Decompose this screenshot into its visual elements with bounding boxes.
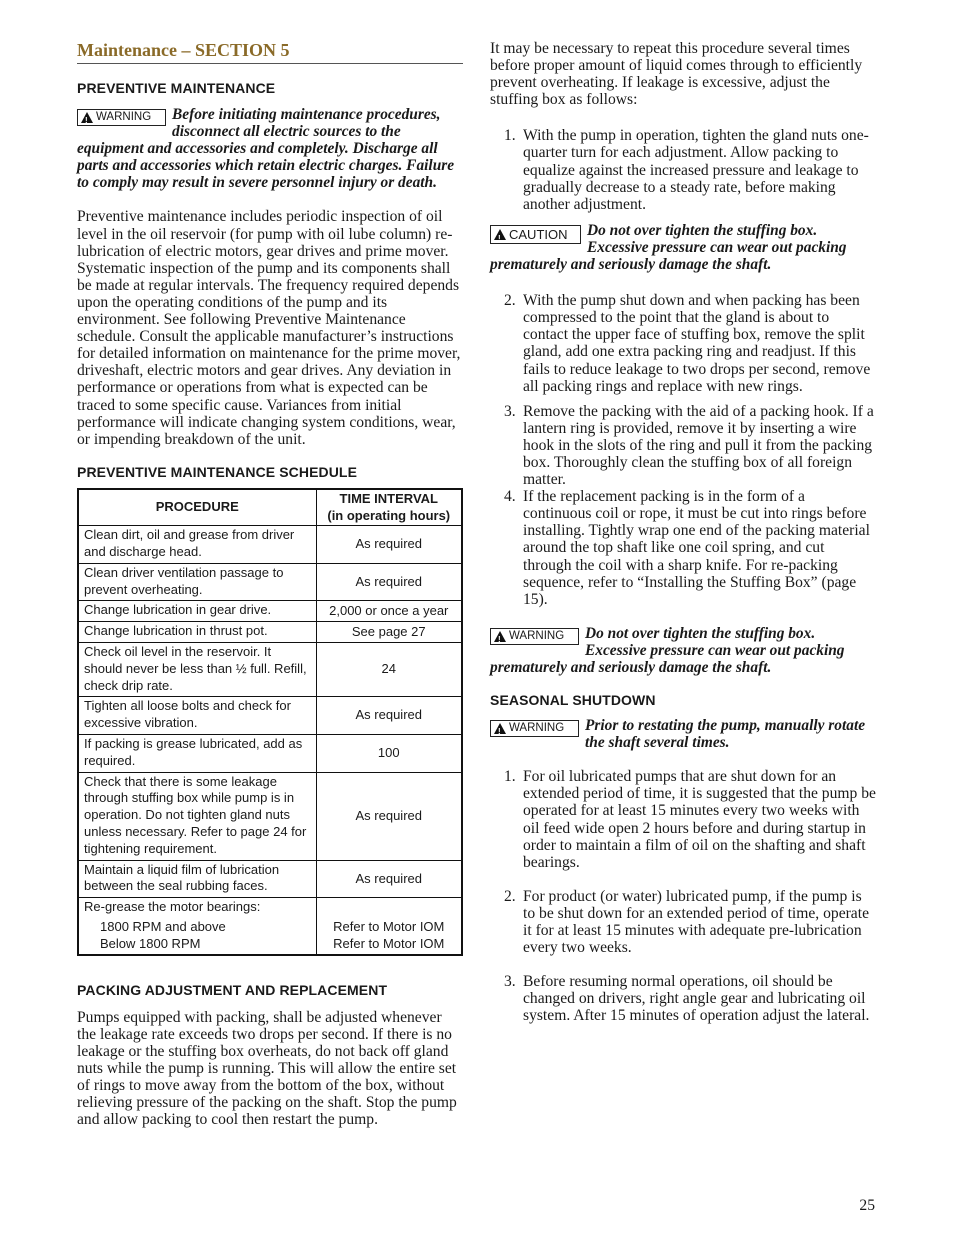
procedure-cell: Change lubrication in thrust pot.: [78, 622, 316, 643]
step-number: 2.: [504, 292, 516, 310]
packing-heading: PACKING ADJUSTMENT AND REPLACEMENT: [77, 981, 388, 998]
interval-cell: As required: [316, 526, 462, 564]
interval-cell: 2,000 or once a year: [316, 601, 462, 622]
motor-interval1: Refer to Motor IOM: [333, 919, 445, 935]
interval-cell: As required: [316, 563, 462, 601]
caution-triangle-icon: [494, 229, 506, 240]
procedure-cell: Clean driver ventilation passage to prevent overheating.: [78, 563, 316, 601]
motor-row-label: Re-grease the motor bearings:: [84, 899, 261, 915]
right-column: [490, 40, 876, 1025]
interval-cell: [316, 898, 462, 955]
table-row: [78, 563, 462, 601]
table-row: [78, 601, 462, 622]
step-text: For product (or water) lubricated pump, if the pump is to be shut down for an extended period of time, operate it for at least 15 minutes with adequate pre-lubrication every two weeks.: [523, 887, 869, 957]
warning-badge: [490, 628, 579, 645]
procedure-cell: If packing is grease lubricated, add as required.: [78, 735, 316, 773]
procedure-cell: Clean dirt, oil and grease from driver and discharge head.: [78, 526, 316, 564]
step-number: 4.: [504, 488, 516, 506]
interval-header-line2: (in operating hours): [327, 507, 451, 523]
procedure-cell: Maintain a liquid film of lubrication between the seal rubbing faces.: [78, 860, 316, 898]
warning-notice-restart: [490, 717, 876, 751]
warning-text: Do not over tighten the stuffing box. Excessive pressure can wear out packing prematurely and seriously damage the shaft.: [490, 624, 845, 676]
adjust-steps-list-b: [490, 292, 876, 608]
left-column: [77, 40, 463, 1128]
motor-row-sub2: Below 1800 RPM: [100, 935, 201, 951]
caution-text: Do not over tighten the stuffing box. Excessive pressure can wear out packing prematurely and seriously damage the shaft.: [490, 221, 847, 274]
seasonal-steps-list: [490, 768, 876, 1024]
warning-badge-label: WARNING: [96, 111, 152, 123]
preventive-maintenance-heading: PREVENTIVE MAINTENANCE: [77, 80, 276, 96]
column-header-procedure: PROCEDURE: [78, 489, 316, 526]
warning-badge-label: WARNING: [509, 722, 565, 735]
table-row: [78, 526, 462, 564]
section-title: Maintenance – SECTION 5: [77, 40, 463, 64]
warning-triangle-icon: [494, 631, 506, 642]
caution-badge: [490, 225, 581, 244]
interval-cell: 100: [316, 735, 462, 773]
caution-notice: [490, 222, 876, 273]
interval-cell: As required: [316, 860, 462, 898]
step-text: If the replacement packing is in the form of a continuous coil or rope, it must be cut into rings before installing. Tightly wrap one end of the packing material around the top shaft like one coil spring, and cut through the coil with a sharp knife. For re-packing sequence, refer to “Installing the Stuffing Box” (page 15).: [523, 488, 870, 608]
maintenance-schedule-table: [77, 488, 463, 956]
warning-triangle-icon: [494, 723, 506, 734]
warning-text: Prior to restating the pump, manually rotate the shaft several times.: [585, 717, 866, 752]
repeat-paragraph: It may be necessary to repeat this procedure several times before proper amount of liquid comes through to efficiently prevent overheating. If leakage is excessive, adjust the stuffing box as follows:: [490, 40, 863, 109]
warning-badge-label: WARNING: [509, 629, 565, 642]
adjust-steps-list-a: [490, 127, 876, 212]
procedure-cell: Check oil level in the reservoir. It should never be less than ½ full. Refill, check drip rate.: [78, 643, 316, 697]
table-row-motor-bearings: [78, 898, 462, 955]
caution-badge-label: CAUTION: [509, 226, 568, 242]
intro-paragraph: Preventive maintenance includes periodic inspection of oil level in the oil reservoir (for pump with oil lube column) re-lubrication of electric motors, gear drives and prime mover. Systematic inspection of the pump and its components shall be made at regular intervals. The frequency required depends upon the operating conditions of the pump and its environment. See following Preventive Maintenance schedule. Consult the applicable manufacturer’s instructions for detailed information on maintenance for the prime mover, driveshaft, electric motors and gear drives. Any deviation in performance or operations from what is expected can be traced to some specific cause. Variances from initial performance will indicate changing system conditions, wear, or impending breakdown of the unit.: [77, 208, 461, 448]
column-header-interval: [316, 489, 462, 526]
warning-badge: [77, 109, 166, 126]
step-text: With the pump shut down and when packing has been compressed to the point that the gland is about to contact the upper face of stuffing box, remove the split gland, add one extra packing ring and readjust. If this fails to reduce leakage to two drops per second, remove all packing rings and replace with new rings.: [523, 292, 871, 395]
step-number: 3.: [504, 402, 516, 420]
step-number: 3.: [504, 973, 516, 991]
motor-interval2: Refer to Motor IOM: [333, 935, 445, 951]
list-item: [490, 768, 876, 871]
warning-notice-electric: [77, 106, 463, 191]
procedure-cell: Check that there is some leakage through stuffing box while pump is in operation. Do not tighten gland nuts unless necessary. Refer to page 24 for tightening requirement.: [78, 772, 316, 860]
table-row: [78, 643, 462, 697]
list-item: [490, 292, 876, 395]
interval-header-line1: TIME INTERVAL: [339, 490, 438, 506]
list-item: [490, 127, 876, 212]
step-text: For oil lubricated pumps that are shut down for an extended period of time, it is suggested that the pump be operated for at least 15 minutes every two weeks with oil feed wide open 2 hours before and during startup in order to maintain a film of oil on the shafting and shaft bearings.: [523, 768, 876, 871]
table-header-row: [78, 489, 462, 526]
step-text: With the pump in operation, tighten the gland nuts one-quarter turn for each adjustment. Allow packing to equalize against the increased pressure and leakage to gradually decrease to a steady rate, before making another adjustment.: [523, 127, 869, 213]
procedure-cell: Change lubrication in gear drive.: [78, 601, 316, 622]
packing-paragraph: Pumps equipped with packing, shall be adjusted whenever the leakage rate exceeds two drops per second. If there is no leakage or the stuffing box overheats, do not back off gland nuts while the pump is running. This will allow the entire set of rings to move away from the bottom of the box, without relieving pressure of the packing on the shaft. Stop the pump and allow packing to cool then restart the pump.: [77, 1008, 457, 1129]
schedule-heading: PREVENTIVE MAINTENANCE SCHEDULE: [77, 463, 358, 480]
table-row: [78, 735, 462, 773]
warning-badge: [490, 720, 579, 737]
list-item: [490, 403, 876, 488]
motor-row-sub1: 1800 RPM and above: [100, 919, 226, 935]
list-item: [490, 888, 876, 956]
step-text: Remove the packing with the aid of a packing hook. If a lantern ring is provided, remove it by inserting a wire hook in the slots of the ring and pull it from the packing box. Thoroughly clean the stuffing box of all foreign matter.: [523, 402, 874, 489]
interval-cell: As required: [316, 772, 462, 860]
step-number: 1.: [504, 127, 516, 145]
interval-cell: See page 27: [316, 622, 462, 643]
table-row: [78, 772, 462, 860]
table-row: [78, 860, 462, 898]
warning-notice-stuffing-box: [490, 625, 876, 676]
interval-cell: As required: [316, 697, 462, 735]
list-item: [490, 973, 876, 1024]
warning-triangle-icon: [81, 112, 93, 123]
step-number: 1.: [504, 768, 516, 786]
interval-cell: 24: [316, 643, 462, 697]
step-text: Before resuming normal operations, oil should be changed on drivers, right angle gear and lubricating oil system. After 15 minutes of operation adjust the lateral.: [523, 973, 870, 1025]
procedure-cell: Tighten all loose bolts and check for excessive vibration.: [78, 697, 316, 735]
list-item: [490, 488, 876, 608]
warning-text: Before initiating maintenance procedures, disconnect all electric sources to the equipment and accessories and completely. Discharge all parts and accessories which retain electric charges. Failure to comply may result in severe personnel injury or death.: [77, 106, 455, 192]
seasonal-shutdown-heading: SEASONAL SHUTDOWN: [490, 692, 656, 709]
procedure-cell: [78, 898, 316, 955]
step-number: 2.: [504, 887, 516, 905]
table-row: [78, 697, 462, 735]
page-number: 25: [859, 1197, 875, 1214]
table-row: [78, 622, 462, 643]
